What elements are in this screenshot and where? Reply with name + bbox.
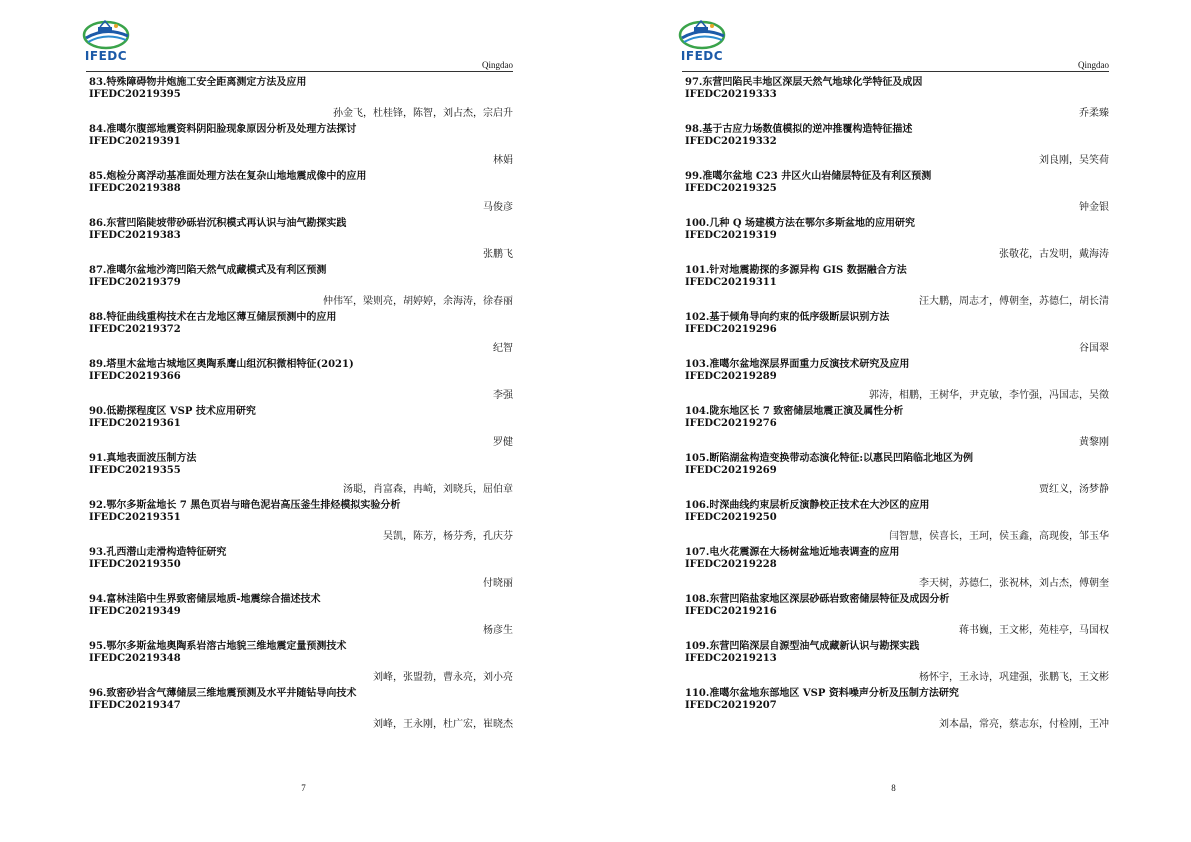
entry-code: IFEDC20219361 bbox=[89, 418, 181, 429]
page-number: 7 bbox=[301, 783, 306, 793]
entry-authors: 刘本晶，常亮，蔡志东，付检刚，王冲 bbox=[939, 719, 1109, 730]
entry bbox=[685, 213, 1109, 260]
globe-logo-icon bbox=[76, 18, 136, 50]
entry bbox=[89, 448, 513, 495]
entry bbox=[89, 542, 513, 589]
entry-title: 107.电火花震源在大杨树盆地近地表调查的应用 bbox=[685, 547, 900, 558]
entry-title: 91.真地表面波压制方法 bbox=[89, 453, 197, 464]
entry-code: IFEDC20219269 bbox=[685, 465, 777, 476]
entry-authors: 孙金飞，杜桂锋，陈智，刘占杰，宗启升 bbox=[333, 108, 513, 119]
entry-title: 83.特殊障碍物井炮施工安全距离测定方法及应用 bbox=[89, 77, 307, 88]
entry-title: 101.针对地震勘探的多源异构 GIS 数据融合方法 bbox=[685, 265, 907, 276]
entry-authors: 谷国翠 bbox=[1079, 343, 1109, 354]
entry-title: 90.低勘探程度区 VSP 技术应用研究 bbox=[89, 406, 256, 417]
entry bbox=[685, 354, 1109, 401]
entry-list bbox=[685, 72, 1109, 730]
entry bbox=[685, 72, 1109, 119]
entry-code: IFEDC20219388 bbox=[89, 183, 181, 194]
entry-title: 84.准噶尔腹部地震资料阴阳脸现象原因分析及处理方法探讨 bbox=[89, 124, 357, 135]
entry-title: 97.东营凹陷民丰地区深层天然气地球化学特征及成因 bbox=[685, 77, 923, 88]
entry-code: IFEDC20219213 bbox=[685, 653, 777, 664]
entry bbox=[685, 542, 1109, 589]
entry bbox=[89, 495, 513, 542]
entry-authors: 郭涛，相鹏，王树华，尹克敏，李竹强，冯国志，吴徵 bbox=[869, 390, 1109, 401]
entry-title: 89.塔里木盆地古城地区奥陶系鹰山组沉积微相特征(2021) bbox=[89, 359, 354, 370]
header-location: Qingdao bbox=[482, 60, 513, 70]
entry bbox=[89, 307, 513, 354]
entry-code: IFEDC20219379 bbox=[89, 277, 181, 288]
entry-title: 99.准噶尔盆地 C23 井区火山岩储层特征及有利区预测 bbox=[685, 171, 932, 182]
entry bbox=[685, 401, 1109, 448]
entry-authors: 张鹏飞 bbox=[483, 249, 513, 260]
entry-code: IFEDC20219276 bbox=[685, 418, 777, 429]
header-location: Qingdao bbox=[1078, 60, 1109, 70]
entry-authors: 黄黎刚 bbox=[1079, 437, 1109, 448]
entry bbox=[685, 636, 1109, 683]
entry-authors: 汪大鹏，周志才，傅朝奎，苏德仁，胡长清 bbox=[919, 296, 1109, 307]
entry-authors: 罗健 bbox=[493, 437, 513, 448]
entry bbox=[685, 448, 1109, 495]
entry bbox=[89, 354, 513, 401]
entry-authors: 贾红义，汤梦静 bbox=[1039, 484, 1109, 495]
entry-title: 108.东营凹陷盐家地区深层砂砾岩致密储层特征及成因分析 bbox=[685, 594, 950, 605]
entry bbox=[89, 213, 513, 260]
entry-code: IFEDC20219395 bbox=[89, 89, 181, 100]
entry bbox=[685, 495, 1109, 542]
entry-title: 104.陇东地区长 7 致密储层地震正演及属性分析 bbox=[685, 406, 904, 417]
entry-title: 110.准噶尔盆地东部地区 VSP 资料噪声分析及压制方法研究 bbox=[685, 688, 959, 699]
entry-authors: 马俊彦 bbox=[483, 202, 513, 213]
entry-authors: 仲伟军，梁则亮，胡婷婷，余海涛，徐春丽 bbox=[323, 296, 513, 307]
entry bbox=[89, 260, 513, 307]
entry-code: IFEDC20219355 bbox=[89, 465, 181, 476]
entry-code: IFEDC20219383 bbox=[89, 230, 181, 241]
entry-title: 88.特征曲线重构技术在古龙地区薄互储层预测中的应用 bbox=[89, 312, 337, 323]
entry-authors: 吴凯，陈芳，杨芬秀，孔庆芬 bbox=[383, 531, 513, 542]
ifedc-logo bbox=[76, 18, 136, 62]
entry bbox=[89, 72, 513, 119]
entry-code: IFEDC20219366 bbox=[89, 371, 181, 382]
entry-title: 103.准噶尔盆地深层界面重力反演技术研究及应用 bbox=[685, 359, 910, 370]
entry bbox=[685, 166, 1109, 213]
entry-code: IFEDC20219296 bbox=[685, 324, 777, 335]
entry-title: 93.孔西潜山走滑构造特征研究 bbox=[89, 547, 227, 558]
entry bbox=[89, 166, 513, 213]
entry-code: IFEDC20219319 bbox=[685, 230, 777, 241]
entry-code: IFEDC20219216 bbox=[685, 606, 777, 617]
entry bbox=[685, 307, 1109, 354]
entry-code: IFEDC20219391 bbox=[89, 136, 181, 147]
entry-authors: 刘峰，王永刚，杜广宏，崔晓杰 bbox=[373, 719, 513, 730]
page-number: 8 bbox=[891, 783, 896, 793]
entry-authors: 刘峰，张盟勃，曹永亮，刘小亮 bbox=[373, 672, 513, 683]
entry-title: 106.时深曲线约束层析反演静校正技术在大沙区的应用 bbox=[685, 500, 930, 511]
entry-code: IFEDC20219325 bbox=[685, 183, 777, 194]
entry bbox=[89, 401, 513, 448]
entry-code: IFEDC20219347 bbox=[89, 700, 181, 711]
entry-code: IFEDC20219207 bbox=[685, 700, 777, 711]
entry bbox=[685, 589, 1109, 636]
entry-authors: 张敬花，古发明，戴海涛 bbox=[999, 249, 1109, 260]
page-right bbox=[596, 0, 1191, 842]
entry-authors: 李强 bbox=[493, 390, 513, 401]
page-left bbox=[0, 0, 595, 842]
entry-code: IFEDC20219228 bbox=[685, 559, 777, 570]
entry bbox=[89, 683, 513, 730]
entry-code: IFEDC20219351 bbox=[89, 512, 181, 523]
entry-authors: 杨彦生 bbox=[483, 625, 513, 636]
entry bbox=[685, 260, 1109, 307]
entry-code: IFEDC20219289 bbox=[685, 371, 777, 382]
entry-title: 100.几种 Q 场建模方法在鄂尔多斯盆地的应用研究 bbox=[685, 218, 916, 229]
entry-authors: 钟金银 bbox=[1079, 202, 1109, 213]
entry-code: IFEDC20219348 bbox=[89, 653, 181, 664]
entry-title: 92.鄂尔多斯盆地长 7 黑色页岩与暗色泥岩高压釜生排烃模拟实验分析 bbox=[89, 500, 401, 511]
entry-title: 86.东营凹陷陡坡带砂砾岩沉积模式再认识与油气勘探实践 bbox=[89, 218, 347, 229]
entry-list bbox=[89, 72, 513, 730]
entry-code: IFEDC20219250 bbox=[685, 512, 777, 523]
entry-code: IFEDC20219332 bbox=[685, 136, 777, 147]
entry bbox=[685, 683, 1109, 730]
ifedc-logo bbox=[672, 18, 732, 62]
entry-title: 105.断陷湖盆构造变换带动态演化特征:以惠民凹陷临北地区为例 bbox=[685, 453, 974, 464]
entry-title: 85.炮检分离浮动基准面处理方法在复杂山地地震成像中的应用 bbox=[89, 171, 367, 182]
entry-title: 98.基于古应力场数值模拟的逆冲推覆构造特征描述 bbox=[685, 124, 913, 135]
entry-authors: 李天树，苏德仁，张祝林，刘占杰，傅朝奎 bbox=[919, 578, 1109, 589]
entry-title: 96.致密砂岩含气薄储层三维地震预测及水平井随钻导向技术 bbox=[89, 688, 357, 699]
entry bbox=[89, 589, 513, 636]
entry bbox=[89, 119, 513, 166]
entry-title: 95.鄂尔多斯盆地奥陶系岩溶古地貌三维地震定量预测技术 bbox=[89, 641, 347, 652]
entry-authors: 汤聪，肖富森，冉崎，刘晓兵，屈伯章 bbox=[343, 484, 513, 495]
entry-authors: 刘良刚，吴笑荷 bbox=[1039, 155, 1109, 166]
logo-wordmark: IFEDC bbox=[680, 49, 724, 63]
entry bbox=[685, 119, 1109, 166]
globe-logo-icon bbox=[672, 18, 732, 50]
entry-title: 94.富林洼陷中生界致密储层地质-地震综合描述技术 bbox=[89, 594, 321, 605]
entry-code: IFEDC20219333 bbox=[685, 89, 777, 100]
logo-wordmark: IFEDC bbox=[84, 49, 128, 63]
entry-authors: 林娟 bbox=[493, 155, 513, 166]
entry bbox=[89, 636, 513, 683]
entry-authors: 纪智 bbox=[493, 343, 513, 354]
entry-authors: 蒋书巍，王文彬，苑桂亭，马国权 bbox=[959, 625, 1109, 636]
entry-authors: 乔柔臻 bbox=[1079, 108, 1109, 119]
entry-authors: 杨怀宇，王永诗，巩建强，张鹏飞，王文彬 bbox=[919, 672, 1109, 683]
entry-code: IFEDC20219349 bbox=[89, 606, 181, 617]
entry-authors: 付晓丽 bbox=[483, 578, 513, 589]
entry-title: 102.基于倾角导向约束的低序级断层识别方法 bbox=[685, 312, 890, 323]
entry-authors: 闫智慧，侯喜长，王珂，侯玉鑫，高现俊，邹玉华 bbox=[889, 531, 1109, 542]
entry-code: IFEDC20219311 bbox=[685, 277, 777, 288]
entry-code: IFEDC20219350 bbox=[89, 559, 181, 570]
entry-title: 109.东营凹陷深层自源型油气成藏新认识与勘探实践 bbox=[685, 641, 920, 652]
entry-title: 87.准噶尔盆地沙湾凹陷天然气成藏模式及有利区预测 bbox=[89, 265, 327, 276]
entry-code: IFEDC20219372 bbox=[89, 324, 181, 335]
